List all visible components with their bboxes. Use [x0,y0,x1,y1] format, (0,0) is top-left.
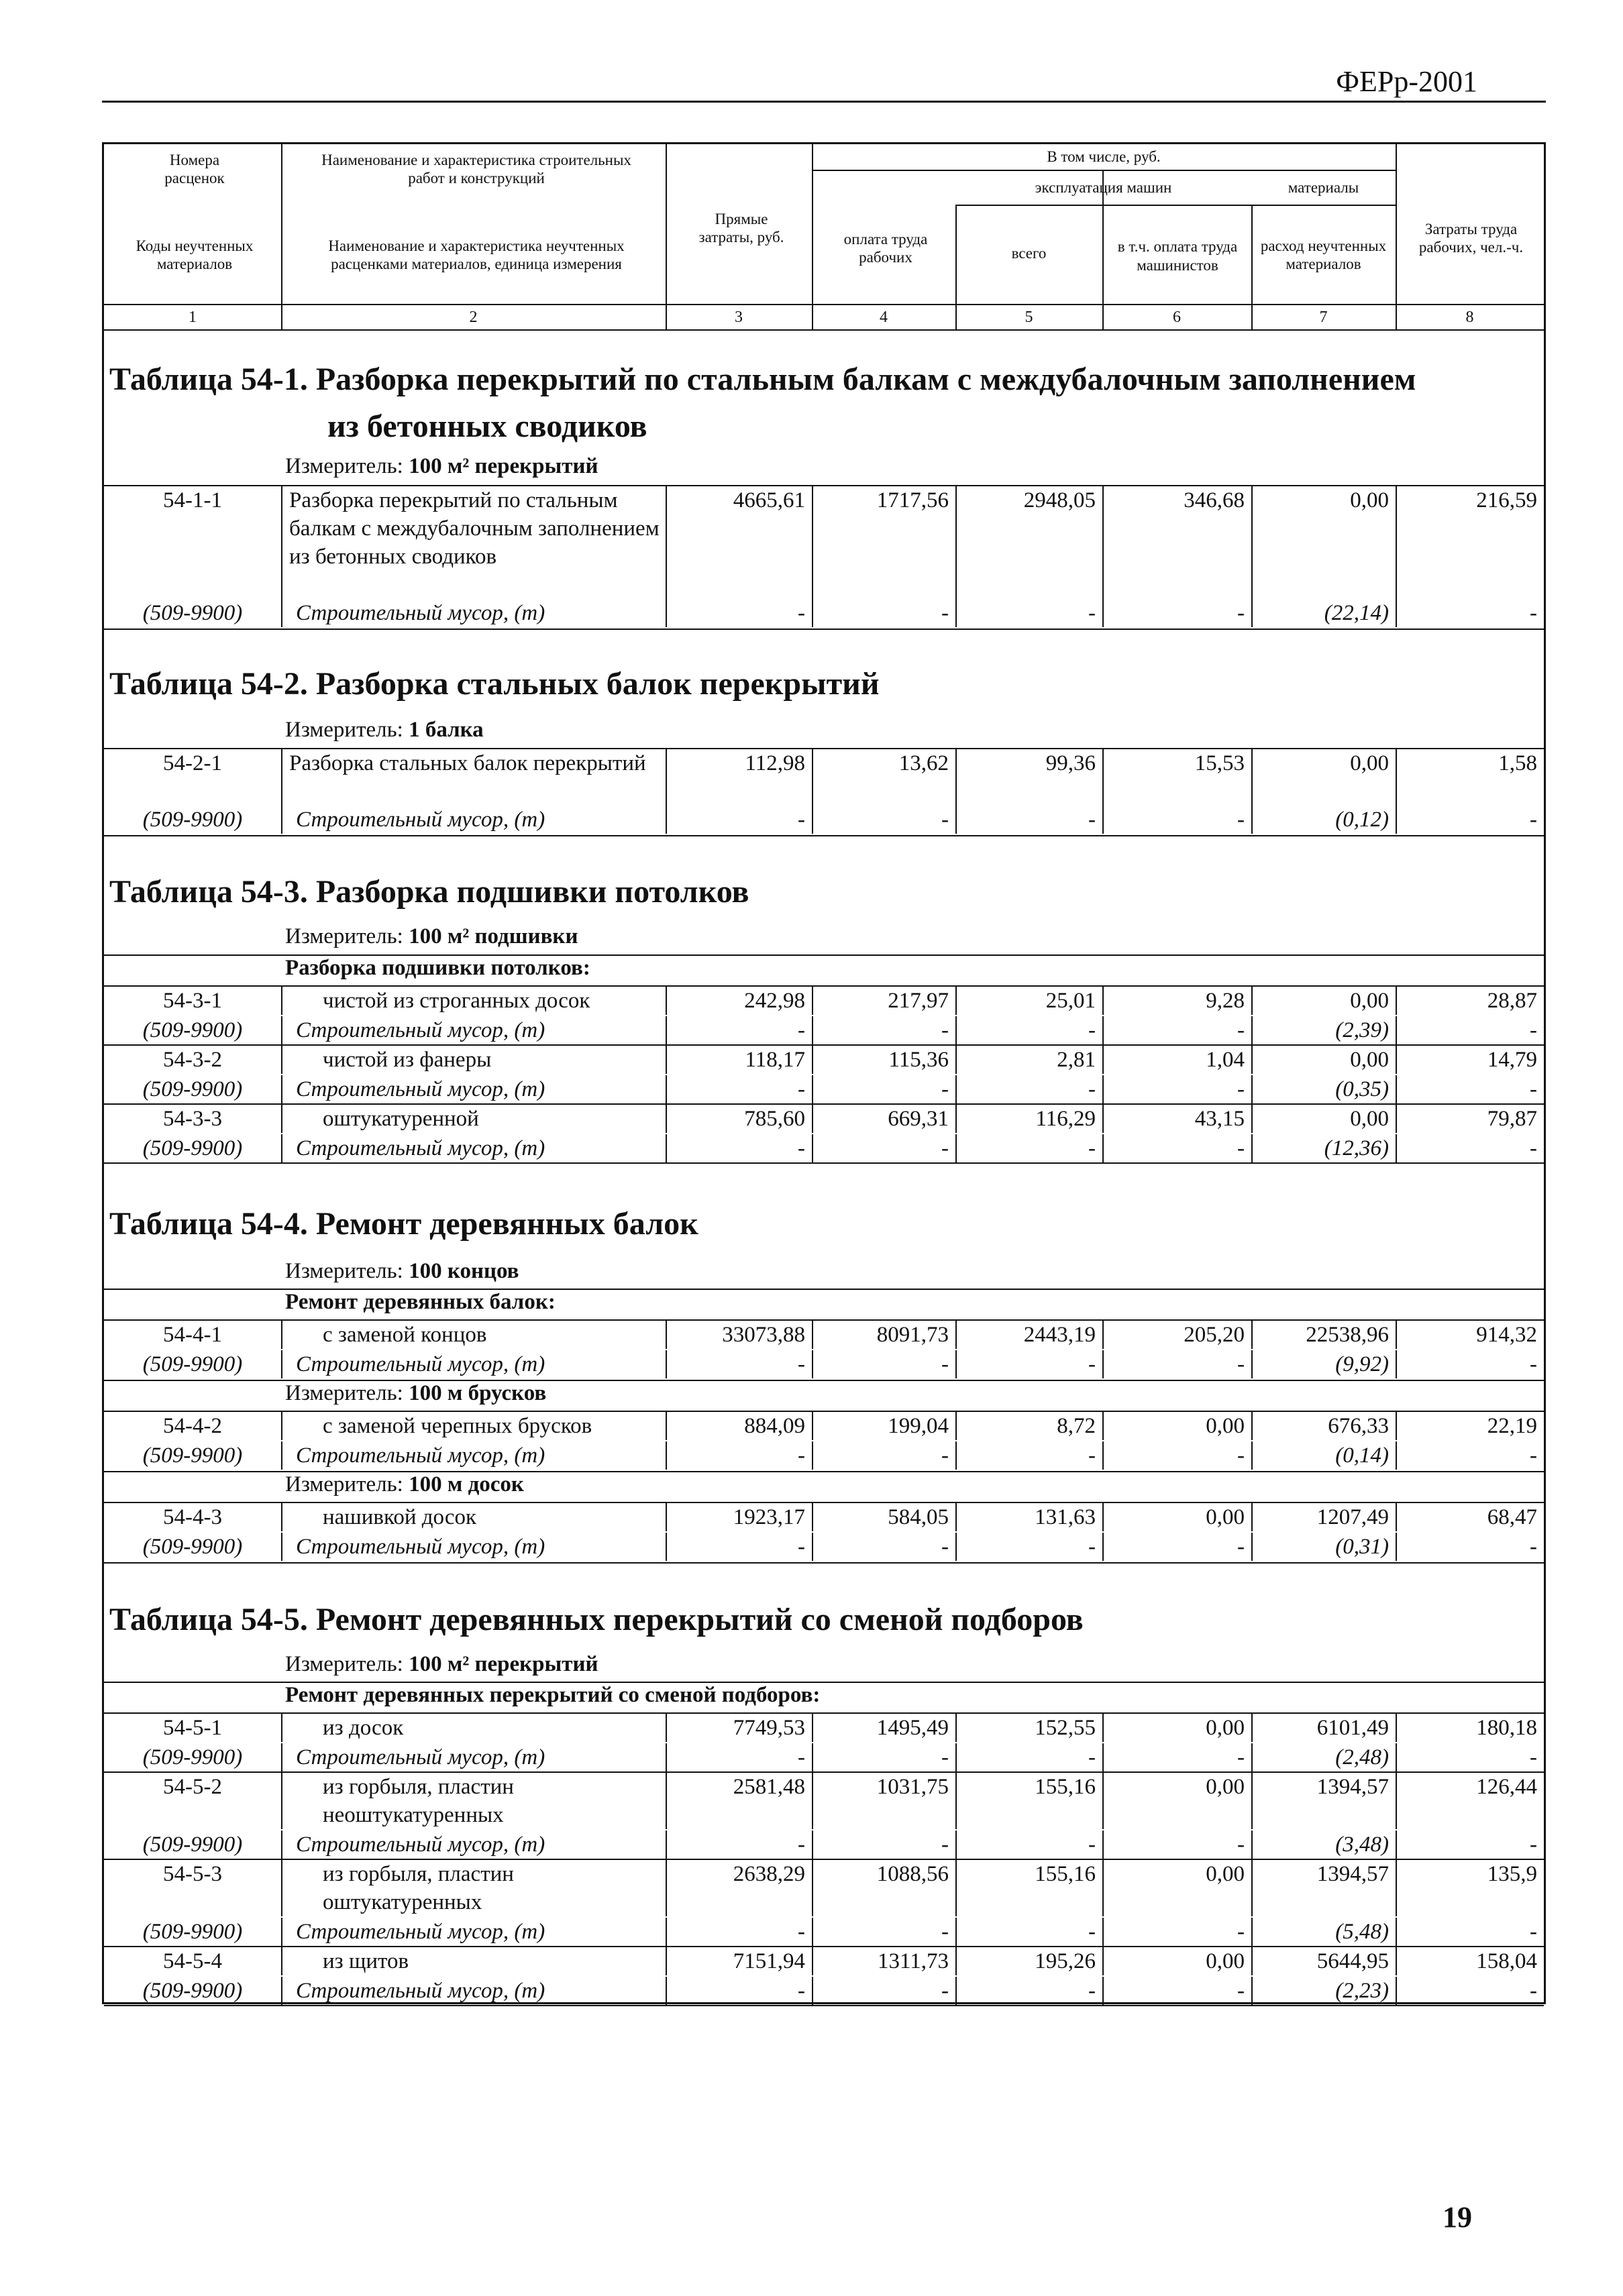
materials-cost: 0,00 [1251,1105,1396,1133]
material-row [104,1830,1544,1859]
rate-row [104,1321,1544,1349]
labor-hours: 158,04 [1396,1947,1544,1975]
rate-code: 54-3-3 [163,1107,222,1131]
machinist-pay: 0,00 [1102,1412,1251,1440]
table-title-line: Таблица 54-5. Ремонт деревянных перекрытий со сменой подборов [109,1602,1084,1637]
work-name: Строительный мусор, (т) [281,1441,666,1470]
table-title [109,356,1416,449]
work-name: Строительный мусор, (т) [281,1134,666,1162]
labor-pay: - [812,1830,955,1859]
col-number: 2 [469,308,478,326]
measure-value: 100 концов [409,1259,519,1283]
machine-total: 152,55 [955,1714,1102,1742]
labor-pay: 199,04 [812,1412,955,1440]
header-col6: в т.ч. оплата труда машинистов [1117,238,1238,274]
rate-row [104,1046,1544,1074]
direct-cost: - [666,1977,812,2005]
labor-pay: 217,97 [812,987,955,1015]
material-row [104,1977,1544,2005]
direct-cost: 33073,88 [666,1321,812,1349]
measure-label: Измеритель: [285,924,409,948]
work-name: Строительный мусор, (т) [281,806,666,834]
labor-pay: 1088,56 [812,1860,955,1916]
direct-cost: - [666,1533,812,1561]
work-name: с заменой черепных брусков [281,1412,666,1440]
section-subheading: Ремонт деревянных балок: [285,1290,556,1314]
materials-cost: (0,31) [1251,1533,1396,1561]
table-title [109,1201,698,1248]
materials-cost: 1394,57 [1251,1860,1396,1916]
row-divider [104,1162,1544,1164]
labor-pay: 1717,56 [812,486,955,599]
work-name: с заменой концов [281,1321,666,1349]
header-col2-bottom: Наименование и характеристика неучтенных расценками материалов, единица измерения [328,237,625,272]
rate-code: (509-9900) [142,1535,243,1559]
materials-cost: 6101,49 [1251,1714,1396,1742]
direct-cost: - [666,1350,812,1378]
machinist-pay: 15,53 [1102,749,1251,806]
measure-value: 1 балка [409,718,484,742]
machinist-pay: - [1102,1134,1251,1162]
labor-pay: - [812,1533,955,1561]
measure-unit [285,1381,546,1406]
materials-cost: (0,14) [1251,1441,1396,1470]
header-col1-bottom: Коды неучтенных материалов [136,237,254,272]
col-number: 1 [189,308,197,326]
machinist-pay: 0,00 [1102,1773,1251,1829]
materials-cost: (12,36) [1251,1134,1396,1162]
work-name: Строительный мусор, (т) [281,1743,666,1771]
measure-unit [285,718,484,743]
machine-total: - [955,1016,1102,1044]
labor-hours: - [1396,1350,1544,1378]
machinist-pay: 0,00 [1102,1947,1251,1975]
labor-pay: - [812,1134,955,1162]
labor-hours: - [1396,806,1544,834]
machine-total: - [955,1533,1102,1561]
col-number: 5 [1025,308,1033,326]
labor-pay: 669,31 [812,1105,955,1133]
measure-unit [285,454,598,479]
rate-code: 54-5-1 [163,1716,222,1740]
rate-code: (509-9900) [142,1443,243,1468]
work-name: Строительный мусор, (т) [281,1533,666,1561]
labor-hours: 14,79 [1396,1046,1544,1074]
rate-row [104,987,1544,1015]
direct-cost: - [666,806,812,834]
labor-hours: 22,19 [1396,1412,1544,1440]
labor-hours: - [1396,1977,1544,2005]
direct-cost: 2581,48 [666,1773,812,1829]
rate-code: (509-9900) [142,1979,243,2003]
row-divider [104,1562,1544,1564]
labor-pay: 8091,73 [812,1321,955,1349]
materials-cost: 0,00 [1251,1046,1396,1074]
labor-pay: 1311,73 [812,1947,955,1975]
material-row [104,1350,1544,1378]
labor-hours: - [1396,1441,1544,1470]
machine-total: - [955,806,1102,834]
materials-cost: (22,14) [1251,599,1396,627]
labor-hours: 126,44 [1396,1773,1544,1829]
material-row [104,1134,1544,1162]
machine-total: 25,01 [955,987,1102,1015]
labor-hours: 68,47 [1396,1503,1544,1531]
measure-label: Измеритель: [285,1652,409,1676]
header-col7: расход неучтенных материалов [1260,237,1387,272]
col-number: 8 [1465,308,1474,326]
materials-cost: (0,12) [1251,806,1396,834]
direct-cost: 785,60 [666,1105,812,1133]
labor-pay: 115,36 [812,1046,955,1074]
rate-code: 54-2-1 [163,751,222,775]
machine-total: - [955,1350,1102,1378]
machine-total: 8,72 [955,1412,1102,1440]
materials-cost: 0,00 [1251,749,1396,806]
col-number: 4 [880,308,888,326]
measure-unit [285,1652,598,1677]
norms-table [102,142,1546,2004]
labor-hours: - [1396,1533,1544,1561]
rate-code: 54-3-2 [163,1048,222,1072]
material-row [104,1743,1544,1771]
labor-pay: - [812,1075,955,1103]
measure-value: 100 м² перекрытий [409,1652,598,1676]
measure-value: 100 м² перекрытий [409,454,598,478]
section-subheading: Разборка подшивки потолков: [285,956,590,980]
machinist-pay: 1,04 [1102,1046,1251,1074]
material-row [104,1918,1544,1946]
labor-hours: - [1396,1075,1544,1103]
direct-cost: - [666,1743,812,1771]
table-title-line: Таблица 54-3. Разборка подшивки потолков [109,874,749,910]
machinist-pay: - [1102,1533,1251,1561]
section-subheading: Ремонт деревянных перекрытий со сменой подборов: [285,1683,821,1707]
col-number: 6 [1173,308,1181,326]
machine-total: 2948,05 [955,486,1102,599]
rate-row [104,1105,1544,1133]
materials-cost: 676,33 [1251,1412,1396,1440]
material-row [104,806,1544,834]
labor-hours: 79,87 [1396,1105,1544,1133]
material-row [104,1533,1544,1561]
machinist-pay: - [1102,1441,1251,1470]
labor-pay: - [812,1977,955,2005]
direct-cost: - [666,1918,812,1946]
materials-cost: 0,00 [1251,486,1396,599]
measure-unit [285,1259,519,1284]
work-name: Строительный мусор, (т) [281,1918,666,1946]
measure-label: Измеритель: [285,1381,409,1405]
header-col5: всего [1011,245,1047,262]
rate-row [104,1947,1544,1975]
measure-label: Измеритель: [285,718,409,742]
direct-cost: 1923,17 [666,1503,812,1531]
machine-total: 2443,19 [955,1321,1102,1349]
rate-code: 54-4-1 [163,1323,222,1347]
header-col3: Прямые затраты, руб. [698,210,784,245]
rate-row [104,1714,1544,1742]
material-row [104,1016,1544,1044]
labor-pay: - [812,599,955,627]
rate-code: 54-3-1 [163,989,222,1013]
machine-total: 155,16 [955,1773,1102,1829]
rate-code: (509-9900) [142,1352,243,1376]
row-divider [104,628,1544,630]
materials-cost: 0,00 [1251,987,1396,1015]
work-name: Строительный мусор, (т) [281,1977,666,2005]
work-name: из щитов [281,1947,666,1975]
col-number: 7 [1319,308,1328,326]
rate-row [104,1503,1544,1531]
machinist-pay: - [1102,1016,1251,1044]
labor-hours: - [1396,599,1544,627]
rate-row [104,1773,1544,1829]
machine-total: 99,36 [955,749,1102,806]
material-row [104,1075,1544,1103]
rate-code: (509-9900) [142,1018,243,1042]
row-divider [104,835,1544,836]
machine-total: 116,29 [955,1105,1102,1133]
materials-cost: (0,35) [1251,1075,1396,1103]
page-number: 19 [1443,2201,1472,2234]
machine-total: - [955,1743,1102,1771]
measure-value: 100 м брусков [409,1381,547,1405]
direct-cost: - [666,1134,812,1162]
header-col1-top: Номера расценок [164,151,225,186]
machinist-pay: - [1102,1075,1251,1103]
machinist-pay: - [1102,1977,1251,2005]
machine-total: - [955,1134,1102,1162]
work-name: из горбыля, пластин оштукатуренных [281,1860,666,1916]
rate-row [104,749,1544,806]
materials-cost: (2,48) [1251,1743,1396,1771]
labor-pay: 1031,75 [812,1773,955,1829]
work-name: чистой из строганных досок [281,987,666,1015]
work-name: из досок [281,1714,666,1742]
material-row [104,599,1544,627]
machinist-pay: 0,00 [1102,1503,1251,1531]
machinist-pay: - [1102,599,1251,627]
rate-code: (509-9900) [142,1136,243,1160]
work-name: Строительный мусор, (т) [281,1350,666,1378]
header-col2-top: Наименование и характеристика строительных работ и конструкций [321,151,631,186]
direct-cost: - [666,1016,812,1044]
work-name: Строительный мусор, (т) [281,1830,666,1859]
table-title-line: из бетонных сводиков [327,408,647,444]
work-name: Разборка стальных балок перекрытий [281,749,666,806]
work-name: нашивкой досок [281,1503,666,1531]
direct-cost: - [666,1441,812,1470]
table-title [109,1596,1084,1643]
header-col8: Затраты труда рабочих, чел.-ч. [1418,220,1524,256]
header-machines: эксплуатация машин [1035,179,1172,197]
direct-cost: - [666,599,812,627]
machine-total: - [955,1441,1102,1470]
work-name: Разборка перекрытий по стальным балкам с междубалочным заполнением из бетонных сводиков [281,486,666,599]
rate-code: 54-5-2 [163,1775,222,1799]
labor-hours: 914,32 [1396,1321,1544,1349]
machinist-pay: - [1102,1350,1251,1378]
rate-row [104,1860,1544,1916]
machine-total: - [955,1075,1102,1103]
materials-cost: (2,23) [1251,1977,1396,2005]
materials-cost: 5644,95 [1251,1947,1396,1975]
machine-total: - [955,1977,1102,2005]
measure-label: Измеритель: [285,454,409,478]
work-name: чистой из фанеры [281,1046,666,1074]
table-title [109,869,749,916]
machine-total: - [955,1830,1102,1859]
labor-hours: - [1396,1830,1544,1859]
table-title-line: Таблица 54-1. Разборка перекрытий по стальным балкам с междубалочным заполнением [109,362,1416,397]
machinist-pay: - [1102,1830,1251,1859]
machine-total: 195,26 [955,1947,1102,1975]
rate-code: (509-9900) [142,1745,243,1769]
work-name: Строительный мусор, (т) [281,599,666,627]
labor-pay: 13,62 [812,749,955,806]
machine-total: - [955,599,1102,627]
direct-cost: 242,98 [666,987,812,1015]
labor-pay: - [812,1016,955,1044]
machinist-pay: - [1102,1918,1251,1946]
measure-label: Измеритель: [285,1259,409,1283]
materials-cost: (5,48) [1251,1918,1396,1946]
rate-code: (509-9900) [142,1833,243,1857]
table-title-line: Таблица 54-4. Ремонт деревянных балок [109,1206,698,1242]
rate-code: 54-4-3 [163,1505,222,1529]
doc-code: ФЕРр-2001 [1336,65,1477,98]
header-rule [102,101,1546,103]
materials-cost: (2,39) [1251,1016,1396,1044]
direct-cost: 112,98 [666,749,812,806]
row-divider [104,2005,1544,2006]
direct-cost: 4665,61 [666,486,812,599]
machinist-pay: 0,00 [1102,1860,1251,1916]
labor-hours: - [1396,1918,1544,1946]
header-materials: материалы [1288,179,1359,197]
machinist-pay: 205,20 [1102,1321,1251,1349]
machine-total: 2,81 [955,1046,1102,1074]
machinist-pay: - [1102,1743,1251,1771]
machinist-pay: 346,68 [1102,486,1251,599]
materials-cost: 22538,96 [1251,1321,1396,1349]
machinist-pay: 9,28 [1102,987,1251,1015]
materials-cost: (9,92) [1251,1350,1396,1378]
material-row [104,1441,1544,1470]
rate-row [104,486,1544,599]
col-number: 3 [735,308,743,326]
work-name: оштукатуренной [281,1105,666,1133]
machinist-pay: 0,00 [1102,1714,1251,1742]
rate-code: (509-9900) [142,1920,243,1944]
work-name: Строительный мусор, (т) [281,1075,666,1103]
machinist-pay: 43,15 [1102,1105,1251,1133]
direct-cost: 2638,29 [666,1860,812,1916]
measure-label: Измеритель: [285,1472,409,1496]
labor-hours: 216,59 [1396,486,1544,599]
labor-hours: - [1396,1134,1544,1162]
materials-cost: (3,48) [1251,1830,1396,1859]
labor-hours: - [1396,1016,1544,1044]
measure-unit [285,924,578,949]
rate-code: (509-9900) [142,1077,243,1101]
machine-total: - [955,1918,1102,1946]
rate-code: (509-9900) [142,601,243,625]
table-title [109,661,879,708]
direct-cost: 7749,53 [666,1714,812,1742]
labor-hours: 180,18 [1396,1714,1544,1742]
labor-hours: 135,9 [1396,1860,1544,1916]
machine-total: 155,16 [955,1860,1102,1916]
header-group: В том числе, руб. [1047,148,1161,166]
work-name: Строительный мусор, (т) [281,1016,666,1044]
materials-cost: 1394,57 [1251,1773,1396,1829]
labor-hours: 1,58 [1396,749,1544,806]
direct-cost: 884,09 [666,1412,812,1440]
labor-pay: - [812,1441,955,1470]
labor-pay: - [812,1918,955,1946]
rate-code: (509-9900) [142,808,243,832]
table-title-line: Таблица 54-2. Разборка стальных балок перекрытий [109,666,880,702]
direct-cost: - [666,1830,812,1859]
work-name: из горбыля, пластин неоштукатуренных [281,1773,666,1829]
labor-hours: 28,87 [1396,987,1544,1015]
labor-pay: 1495,49 [812,1714,955,1742]
direct-cost: 7151,94 [666,1947,812,1975]
labor-hours: - [1396,1743,1544,1771]
materials-cost: 1207,49 [1251,1503,1396,1531]
labor-pay: - [812,1350,955,1378]
measure-value: 100 м² подшивки [409,924,578,948]
rate-code: 54-4-2 [163,1414,222,1438]
header-col4: оплата труда рабочих [843,230,928,266]
measure-value: 100 м досок [409,1472,524,1496]
rate-code: 54-1-1 [163,488,222,512]
machinist-pay: - [1102,806,1251,834]
labor-pay: - [812,1743,955,1771]
direct-cost: - [666,1075,812,1103]
measure-unit [285,1472,524,1497]
rate-row [104,1412,1544,1440]
direct-cost: 118,17 [666,1046,812,1074]
labor-pay: 584,05 [812,1503,955,1531]
rate-code: 54-5-4 [163,1949,222,1973]
machine-total: 131,63 [955,1503,1102,1531]
rate-code: 54-5-3 [163,1862,222,1886]
labor-pay: - [812,806,955,834]
